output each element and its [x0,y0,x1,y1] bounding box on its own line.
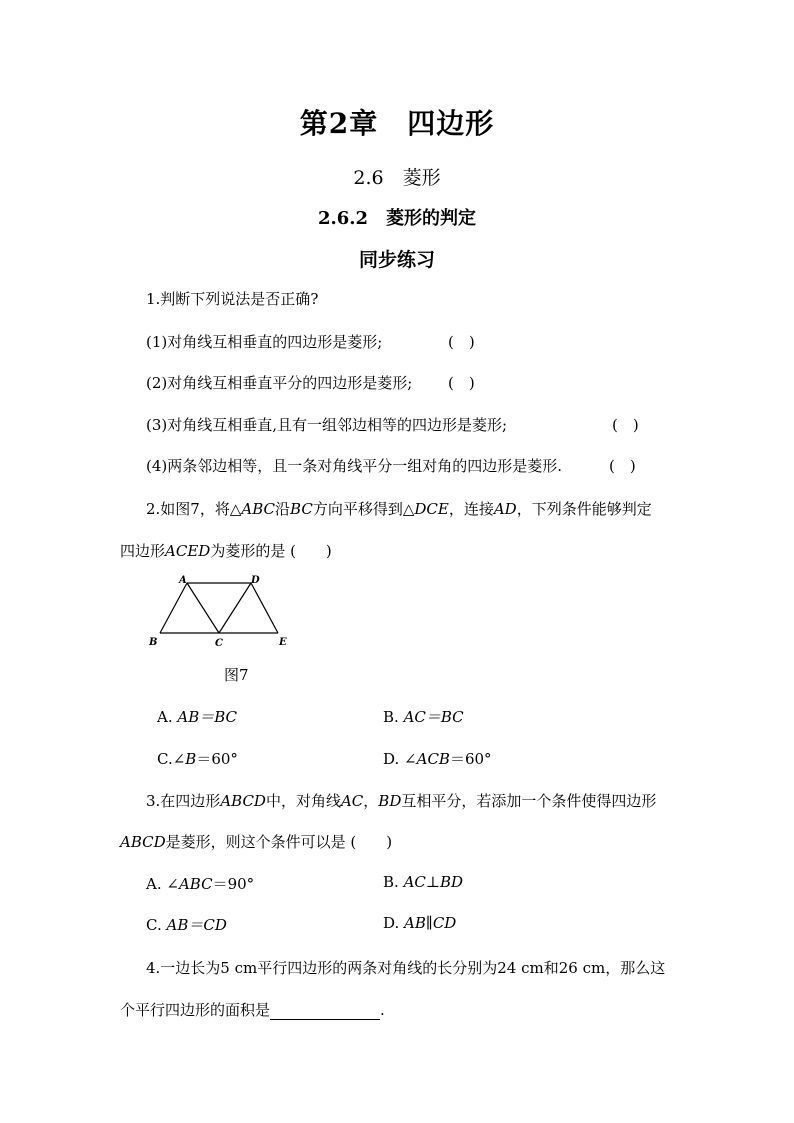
option-math: AC＝BC [403,708,464,726]
option-text: ＝90° [212,875,255,893]
q2-option-b [383,706,464,727]
q1-item-1: (1)对角线互相垂直的四边形是菱形; [146,333,383,351]
q2-math-ad: AD [493,500,517,518]
q2-stem [146,498,652,519]
option-label: D. ∠ [383,750,417,768]
option-math: AB∥CD [404,914,457,932]
option-text: ＝60° [196,750,238,768]
q3-math-bd: BD [378,792,402,810]
q2-math-abc: ABC [241,500,276,518]
q1-item-2: (2)对角线互相垂直平分的四边形是菱形; [146,374,413,392]
q2-text: 方向平移得到△ [312,500,415,518]
q3-option-c [146,914,227,935]
q4-stem-line2 [120,999,385,1020]
option-label: D. [383,914,405,932]
figure-caption: 图7 [224,666,249,684]
q3-math-ac: AC [340,792,364,810]
q4-text: . [380,1001,385,1019]
option-label: C.∠ [157,750,186,768]
q3-stem-line2 [120,831,392,852]
q4-stem: 4.一边长为5 cm平行四边形的两条对角线的长分别为24 cm和26 cm，那么这 [146,959,666,977]
q2-option-a [157,706,237,727]
point-label-c: C [215,638,223,649]
q3-text: ， [363,792,379,810]
option-math: AC⊥BD [403,873,464,891]
q1-item-3-paren: ( ) [612,416,639,434]
q2-option-d [383,748,492,769]
point-label-b: B [149,637,158,648]
option-label: C. [146,916,167,934]
q2-text: 沿 [275,500,291,518]
figure-7-lines [160,583,278,633]
option-math: B [185,750,197,768]
q2-math-dce: DCE [414,500,449,518]
q3-text: 3.在四边形 [146,792,221,810]
point-label-a: A [179,575,187,586]
segment-cd [219,583,251,633]
q3-text: 是菱形，则这个条件可以是 ( ) [165,833,393,851]
q2-text: 四边形 [120,542,166,560]
point-label-d: D [251,575,260,586]
q2-stem-line2 [120,540,332,561]
q3-option-b [383,873,463,891]
q2-option-c [157,748,238,769]
option-math: AB＝CD [166,916,227,934]
q2-text: ，连接 [448,500,494,518]
q1-item-3: (3)对角线互相垂直,且有一组邻边相等的四边形是菱形; [146,416,508,434]
q3-option-a [146,873,254,894]
option-math: ACB [416,750,450,768]
q1-item-1-paren: ( ) [448,333,475,351]
q3-math-abcd: ABCD [120,833,166,851]
q3-text: 中，对角线 [265,792,341,810]
section-title: 2.6 菱形 [353,167,441,189]
q4-text: 个平行四边形的面积是 [120,1001,271,1019]
q3-option-d [383,914,456,932]
chapter-title: 第2章 四边形 [299,107,495,140]
q2-text: 为菱形的是 ( ) [210,542,332,560]
option-text: ＝60° [449,750,492,768]
q2-text: 2.如图7，将△ [146,500,242,518]
q3-text: 互相平分，若添加一个条件使得四边形 [401,792,657,810]
figure-7 [146,572,296,652]
segment-ac [187,583,219,633]
q1-item-4-paren: ( ) [609,457,636,475]
q2-math-bc: BC [290,500,313,518]
point-label-e: E [279,637,287,648]
option-label: A. [157,708,178,726]
segment-de [251,583,278,633]
q1-item-2-paren: ( ) [448,374,475,392]
q3-stem [146,790,656,811]
answer-blank[interactable] [270,1005,380,1020]
q1-item-4: (4)两条邻边相等，且一条对角线平分一组对角的四边形是菱形. [146,457,563,475]
q3-math-abcd: ABCD [220,792,266,810]
segment-ba [160,583,187,633]
practice-title: 同步练习 [358,249,435,271]
subsection-title: 2.6.2 菱形的判定 [317,208,477,229]
option-label: A. ∠ [146,875,179,893]
option-label: B. [383,873,404,891]
option-math: ABC [178,875,213,893]
q2-math-aced: ACED [165,542,211,560]
q1-stem: 1.判断下列说法是否正确? [146,290,319,308]
option-label: B. [383,708,404,726]
option-math: AB＝BC [177,708,238,726]
q2-text: ，下列条件能够判定 [516,500,652,518]
